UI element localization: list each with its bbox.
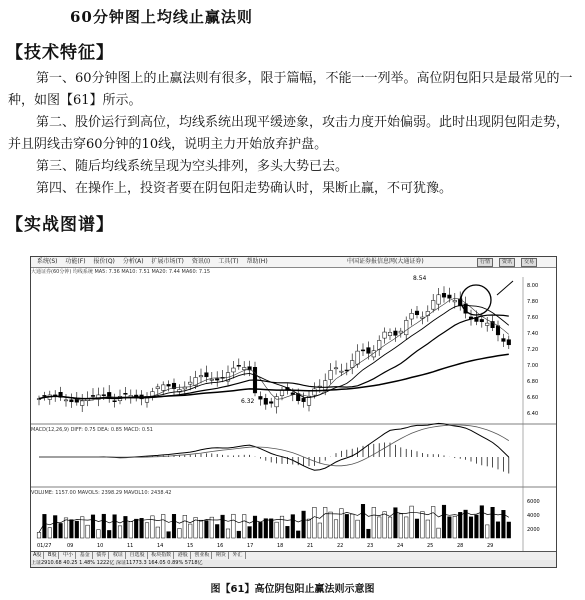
stock-chart-screenshot [30,256,557,568]
volume-bar [388,517,392,538]
volume-bar [350,514,354,538]
volume-bar [404,517,408,538]
candle-body [480,319,484,321]
candle-body [167,384,171,386]
volume-bar [102,514,106,538]
volume-bar [377,517,381,538]
volume-bar [188,524,192,538]
volume-bar [475,515,479,538]
candle-body [507,340,511,345]
volume-bar [367,529,371,538]
date-axis-label: 11 [127,543,134,549]
candle-body [496,326,500,335]
candle-body [383,332,387,338]
volume-bar [59,523,63,538]
volume-bar [248,527,252,538]
macd-dea-line [39,425,509,466]
volume-bar [226,529,230,538]
volume-bar [91,515,95,538]
volume-bar [151,516,155,538]
candle-body [329,370,333,379]
menu-info[interactable]: 资讯(I) [191,258,211,265]
volume-bar [134,519,138,538]
candle-body [415,311,419,315]
volume-bar [97,530,101,538]
volume-bar [107,530,111,538]
candle-body [156,387,160,389]
volume-bar [161,514,165,538]
candle-body [394,331,398,335]
annotation-arrow [497,281,513,295]
candle-body [199,376,203,377]
volume-bar [410,506,414,538]
candle-body [102,395,106,396]
volume-bar [232,514,236,538]
section-heading-features: 【技术特征】 [6,43,114,63]
volume-bar [437,528,441,538]
volume-info-line: VOLUME: 1157.00 MAVOL5: 2398.29 MAVOL10: 2438.42 [31,490,172,496]
date-axis-label: 09 [67,543,74,549]
date-axis-label: 29 [487,543,494,549]
candle-body [80,401,84,406]
menu-function[interactable]: 功能(F) [65,258,86,265]
volume-bar [172,514,176,538]
volume-bar [399,514,403,538]
date-axis-label: 10 [97,543,104,549]
candle-body [161,385,165,390]
volume-bar [458,512,462,538]
candle-body [280,390,284,396]
menu-tools[interactable]: 工具(T) [218,258,239,265]
volume-bar [453,516,457,538]
candle-body [64,400,68,401]
menu-quote[interactable]: 报价(Q) [93,258,115,265]
candle-body [410,313,414,319]
candle-body [70,400,74,402]
candle-body [237,365,241,366]
candle-body [399,331,403,333]
volume-bar [329,512,333,538]
candle-body [323,381,327,390]
volume-bar [334,520,338,538]
high-price-annotation: 8.54 [413,275,427,282]
price-info-line: 大通证券(60分钟) 均线系统 MA5: 7.36 MA10: 7.51 MA20: 7.44 MA60: 7.15 [31,269,211,275]
paragraph-3: 第三、随后均线系统呈现为空头排列，多头大势已去。 [36,159,349,174]
volume-bar [507,522,511,538]
volume-bar [48,528,52,538]
price-axis-tick: 7.20 [527,347,539,353]
volume-bar [464,510,468,538]
date-axis-label: 01/27 [37,543,52,549]
tab-fund[interactable]: 基金 [78,552,93,559]
volume-bar [442,505,446,538]
volume-bar [302,511,306,538]
volume-bar [340,509,344,538]
volume-bar [253,516,257,538]
tab-watchlist[interactable]: 自选股 [127,552,147,559]
volume-bar [140,518,144,538]
volume-bar [496,522,500,538]
volume-axis-tick: 4000 [527,513,540,519]
tab-forex[interactable]: 外汇 [231,552,246,559]
volume-bar [469,517,473,538]
volume-bar [323,507,327,538]
window-title: 中国证券报信息网(大通证券) [347,258,424,265]
volume-bar [383,512,387,538]
date-axis-label: 23 [367,543,374,549]
tab-bond[interactable]: 债券 [94,552,109,559]
candle-body [350,361,354,368]
tab-b-share[interactable]: B股 [46,552,59,559]
price-axis-tick: 7.60 [527,315,539,321]
volume-bar [183,515,187,538]
candle-body [188,382,192,384]
paragraph-4: 第四、在操作上，投资者要在阴包阳走势确认时，果断止赢，不可犹豫。 [36,181,453,196]
date-axis-label: 14 [157,543,164,549]
menu-extended[interactable]: 扩展市场(T) [151,258,184,265]
candle-body [485,323,489,325]
candle-body [502,339,506,342]
volume-bar [86,525,90,538]
low-price-annotation: 6.32 [241,398,255,405]
date-axis-label: 25 [427,543,434,549]
volume-bar [307,519,311,538]
volume-bar [318,523,322,538]
candle-body [259,396,263,399]
volume-bar [361,504,365,538]
macd-diff-line [39,423,509,470]
price-axis-tick: 6.80 [527,379,539,385]
section-heading-charts: 【实战图谱】 [6,215,114,235]
candle-body [340,371,344,372]
candle-body [367,348,371,354]
date-axis-label: 15 [187,543,194,549]
volume-bar [259,522,263,538]
candle-body [334,368,338,369]
volume-bar [372,507,376,538]
volume-bar [70,520,74,538]
macd-info-line: MACD(12,26,9) DIFF: 0.75 DEA: 0.85 MACD: 0.51 [31,427,153,433]
volume-bar [199,520,203,538]
candle-body [242,367,246,369]
menu-help[interactable]: 帮助(H) [246,258,268,265]
candle-body [43,395,47,396]
volume-bar [242,515,246,538]
volume-bar [480,506,484,538]
price-axis-tick: 6.60 [527,395,539,401]
candle-body [361,350,365,351]
volume-bar [296,531,300,538]
volume-bar [426,520,430,538]
volume-bar [286,526,290,538]
tab-sme[interactable]: 中小 [61,552,76,559]
candle-body [431,300,435,309]
date-axis-label: 22 [337,543,344,549]
volume-bar [178,528,182,538]
tab-hk[interactable]: 港股 [176,552,191,559]
paragraph-1: 第一、60分钟图上的止赢法则有很多，限于篇幅，不能一一列举。高位阴包阳只是最常见的一种，如图【61】所示。 [8,71,573,108]
volume-bar [269,519,273,538]
candle-body [404,320,408,334]
tab-sector-index[interactable]: 板块指数 [149,552,174,559]
candle-body [356,351,360,364]
volume-bar [156,527,160,538]
price-axis-tick: 7.80 [527,299,539,305]
chart-canvas[interactable] [31,257,556,553]
volume-bar [448,517,452,538]
volume-bar [124,516,128,538]
candle-body [388,332,392,335]
volume-bar [210,517,214,538]
volume-bar [145,523,149,538]
volume-bar [237,531,241,538]
volume-bar [264,519,268,538]
price-axis-tick: 8.00 [527,283,539,289]
volume-bar [415,519,419,538]
volume-bar [167,532,171,538]
date-axis-label: 24 [397,543,404,549]
volume-bar [118,526,122,538]
candle-body [426,311,430,315]
price-axis-tick: 7.40 [527,331,539,337]
candle-body [232,368,236,372]
volume-bar [431,506,435,538]
tab-futures[interactable]: 期货 [214,552,229,559]
volume-bar [205,521,209,538]
candle-body [437,295,441,304]
price-axis-tick: 7.00 [527,363,539,369]
volume-bar [221,515,225,538]
menu-analysis[interactable]: 分析(A) [122,258,144,265]
volume-bar [491,507,495,538]
date-axis-label: 17 [247,543,254,549]
candle-body [453,300,457,301]
figure-caption: 图【61】高位阴包阳止赢法则示意图 [210,584,375,595]
date-axis-label: 18 [277,543,284,549]
quote-button[interactable]: 行情 [477,258,493,267]
candle-body [210,379,214,380]
date-axis-label: 28 [457,543,464,549]
news-button[interactable]: 资讯 [499,258,515,267]
volume-bar [53,516,57,538]
tab-a-share[interactable]: A股 [31,552,44,559]
volume-bar [37,532,41,538]
ma-line-10 [39,305,509,399]
candle-body [291,393,295,395]
volume-bar [356,520,360,538]
menu-system[interactable]: 系统(S) [37,258,58,265]
candle-body [302,398,306,402]
candle-body [215,379,219,380]
volume-bar [75,521,79,538]
volume-bar [275,522,279,538]
volume-bar [64,518,68,538]
candle-body [313,389,317,395]
volume-bar [485,525,489,538]
volume-bar [129,522,133,538]
volume-axis-tick: 6000 [527,499,540,505]
tab-warrant[interactable]: 权证 [111,552,126,559]
volume-bar [215,525,219,538]
candle-body [264,398,268,404]
candle-body [205,373,209,377]
trade-button[interactable]: 交易 [521,258,537,267]
tab-gem[interactable]: 创业板 [192,552,212,559]
candle-body [442,293,446,297]
candle-body [269,402,273,404]
price-axis-tick: 6.40 [527,411,539,417]
doc-title: 60分钟图上均线止赢法则 [70,8,253,26]
date-axis-label: 16 [217,543,224,549]
candle-body [124,393,128,394]
volume-bar [345,514,349,538]
volume-bar [313,507,317,538]
footer-stats: 上证2910.68 40.25 1.48% 1222亿 深证11773.3 164.05 0.89% 5718亿 [31,560,556,567]
volume-bar [113,515,117,538]
candle-body [113,401,117,402]
volume-bar [291,515,295,538]
candle-body [448,295,452,298]
volume-axis-tick: 2000 [527,527,540,533]
date-axis-label: 21 [307,543,314,549]
market-tab-bar [31,551,556,560]
candle-body [91,395,95,396]
paragraph-2: 第二、股价运行到高位，均线系统出现平缓迹象，攻击力度开始偏弱。此时出现阴包阳走势，并且阴线击穿60分钟的10线，说明主力开始放弃护盘。 [8,115,570,152]
volume-bar [421,512,425,538]
